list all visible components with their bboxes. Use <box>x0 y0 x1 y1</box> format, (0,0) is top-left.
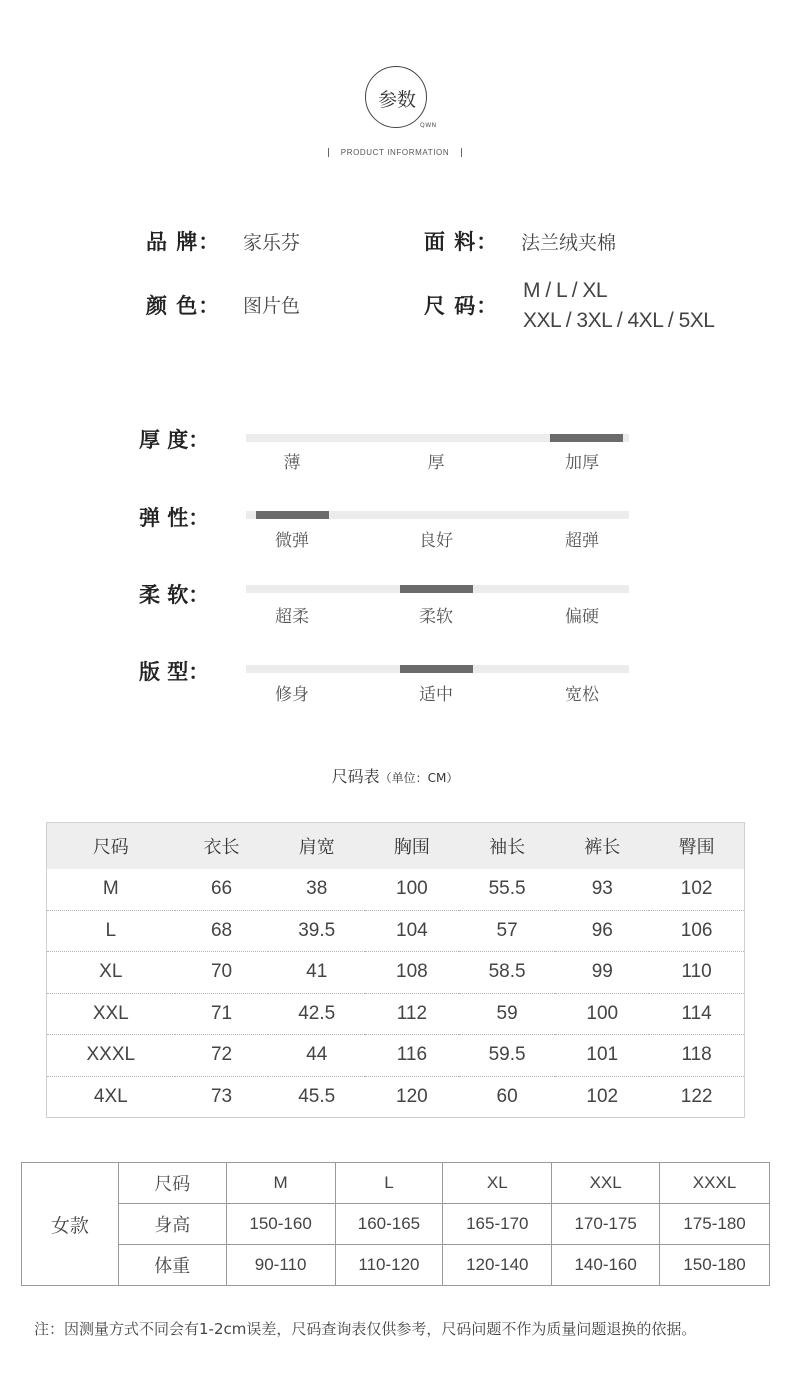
women-size-table <box>21 1162 770 1286</box>
table-cell: 93 <box>591 878 613 899</box>
table-cell: XL <box>443 1163 552 1204</box>
table-cell: L <box>335 1163 443 1204</box>
table-cell: 110 <box>649 952 744 994</box>
scale-track <box>246 585 629 593</box>
table-cell: 4XL <box>47 1076 175 1118</box>
scale-fill <box>550 434 623 442</box>
table-cell: XXXL <box>660 1163 770 1204</box>
table-cell: 55.5 <box>488 878 526 899</box>
table-row <box>22 1163 770 1204</box>
table-row <box>47 869 745 911</box>
scale-tick: 修身 <box>275 685 309 705</box>
header-cell: 袖长 <box>459 823 555 869</box>
scale-fill <box>256 511 329 519</box>
size-values <box>523 276 714 336</box>
scale-label: 厚 度： <box>139 428 210 452</box>
table-cell: 39.5 <box>268 910 364 952</box>
table-cell: 57 <box>459 910 555 952</box>
header-cell: 臀围 <box>649 823 744 869</box>
scale-fill <box>400 585 473 593</box>
scale-tick: 适中 <box>419 685 453 705</box>
table-cell: 44 <box>268 1035 364 1077</box>
color-value: 图片色 <box>243 295 301 317</box>
table-cell: 102 <box>680 878 713 899</box>
table-cell: 66 <box>210 878 233 899</box>
product-information-text: PRODUCT INFORMATION <box>340 148 450 157</box>
scale-tick: 柔软 <box>419 607 453 627</box>
table-cell: 101 <box>555 1035 649 1077</box>
table-cell: 120-140 <box>443 1245 552 1286</box>
table-cell: 42.5 <box>268 993 364 1035</box>
scale-track <box>246 665 629 673</box>
table-cell: 102 <box>555 1076 649 1118</box>
table-cell: 身高 <box>118 1204 226 1245</box>
table-cell: 110-120 <box>335 1245 443 1286</box>
footnote: 注：因测量方式不同会有1-2cm误差，尺码查询表仅供参考，尺码问题不作为质量问题退换的依据。 <box>34 1320 697 1338</box>
fabric-value: 法兰绒夹棉 <box>521 232 617 254</box>
table-cell: 100 <box>396 878 428 899</box>
table-cell: 112 <box>365 993 459 1035</box>
table-cell: 120 <box>365 1076 459 1118</box>
table-cell: 59 <box>459 993 555 1035</box>
table-cell: XXL <box>552 1163 660 1204</box>
table-cell: 71 <box>175 993 269 1035</box>
scale-tick: 偏硬 <box>565 607 599 627</box>
scale-track <box>246 434 629 442</box>
table-cell: 90-110 <box>226 1245 335 1286</box>
table-cell: 45.5 <box>268 1076 364 1118</box>
table-cell: M <box>226 1163 335 1204</box>
table-cell: 73 <box>175 1076 269 1118</box>
table-cell: 122 <box>649 1076 744 1118</box>
table-cell: 150-160 <box>226 1204 335 1245</box>
scale-track <box>246 511 629 519</box>
scale-tick: 微弹 <box>275 531 309 551</box>
table-row <box>47 910 745 952</box>
table-cell: 150-180 <box>660 1245 770 1286</box>
table-cell: 60 <box>459 1076 555 1118</box>
size-table <box>46 822 745 1118</box>
table-cell: 170-175 <box>552 1204 660 1245</box>
scale-tick: 超弹 <box>565 531 599 551</box>
size-table-title <box>0 764 790 787</box>
table-cell: 58.5 <box>459 952 555 994</box>
header-cell: 裤长 <box>555 823 649 869</box>
table-cell: 41 <box>268 952 364 994</box>
size-label: 尺 码： <box>424 294 499 318</box>
table-cell: 106 <box>649 910 744 952</box>
table-cell: XXXL <box>47 1035 175 1077</box>
scale-tick: 超柔 <box>275 607 309 627</box>
table-cell: 116 <box>365 1035 459 1077</box>
fabric-label: 面 料： <box>424 230 499 254</box>
table-cell: 108 <box>365 952 459 994</box>
header-cell: 肩宽 <box>268 823 364 869</box>
table-cell: 114 <box>649 993 744 1035</box>
header-cell: 胸围 <box>365 823 459 869</box>
table-row <box>47 952 745 994</box>
table-cell: 100 <box>555 993 649 1035</box>
size-table-header-row <box>47 823 745 869</box>
scale-tick: 厚 <box>427 453 445 473</box>
table-cell: L <box>47 910 175 952</box>
scale-tick: 薄 <box>283 453 301 473</box>
scale-label: 弹 性： <box>139 506 210 530</box>
table-cell: 38 <box>306 878 328 899</box>
table-cell: 99 <box>555 952 649 994</box>
table-cell: 140-160 <box>552 1245 660 1286</box>
size-line-2: XXL / 3XL / 4XL / 5XL <box>523 309 715 332</box>
table-cell: XXL <box>47 993 175 1035</box>
badge-subtitle: QWN <box>420 122 437 129</box>
product-information-heading <box>0 148 790 157</box>
scale-fill <box>400 665 473 673</box>
scale-tick: 良好 <box>419 531 453 551</box>
brand-value: 家乐芬 <box>243 232 301 254</box>
women-group-label: 女款 <box>22 1163 119 1286</box>
scale-tick: 加厚 <box>565 453 599 473</box>
table-cell: XL <box>47 952 175 994</box>
table-row <box>47 993 745 1035</box>
table-row <box>47 1035 745 1077</box>
size-table-unit: （单位：CM） <box>379 771 459 785</box>
table-cell: 70 <box>175 952 269 994</box>
table-row <box>22 1204 770 1245</box>
table-row <box>22 1245 770 1286</box>
color-label: 颜 色： <box>146 294 221 318</box>
table-cell: 165-170 <box>443 1204 552 1245</box>
header-cell: 尺码 <box>47 823 175 869</box>
table-cell: 体重 <box>118 1245 226 1286</box>
divider-right <box>461 148 462 157</box>
scale-label: 版 型： <box>139 660 210 684</box>
table-cell: 160-165 <box>335 1204 443 1245</box>
table-cell: 96 <box>555 910 649 952</box>
table-row <box>47 1076 745 1118</box>
table-cell: 59.5 <box>459 1035 555 1077</box>
table-cell: 68 <box>175 910 269 952</box>
table-cell: 104 <box>365 910 459 952</box>
table-cell: 尺码 <box>118 1163 226 1204</box>
divider-left <box>328 148 329 157</box>
scale-label: 柔 软： <box>139 583 210 607</box>
badge-title: 参数 <box>377 89 416 111</box>
table-cell: 175-180 <box>660 1204 770 1245</box>
size-line-1: M / L / XL <box>523 279 608 302</box>
table-cell: 118 <box>649 1035 744 1077</box>
scale-tick: 宽松 <box>565 685 599 705</box>
brand-label: 品 牌： <box>146 230 221 254</box>
size-table-title-text: 尺码表 <box>331 767 380 786</box>
table-cell: M <box>102 878 119 899</box>
table-cell: 72 <box>175 1035 269 1077</box>
header-cell: 衣长 <box>175 823 269 869</box>
header-badge <box>365 66 427 128</box>
